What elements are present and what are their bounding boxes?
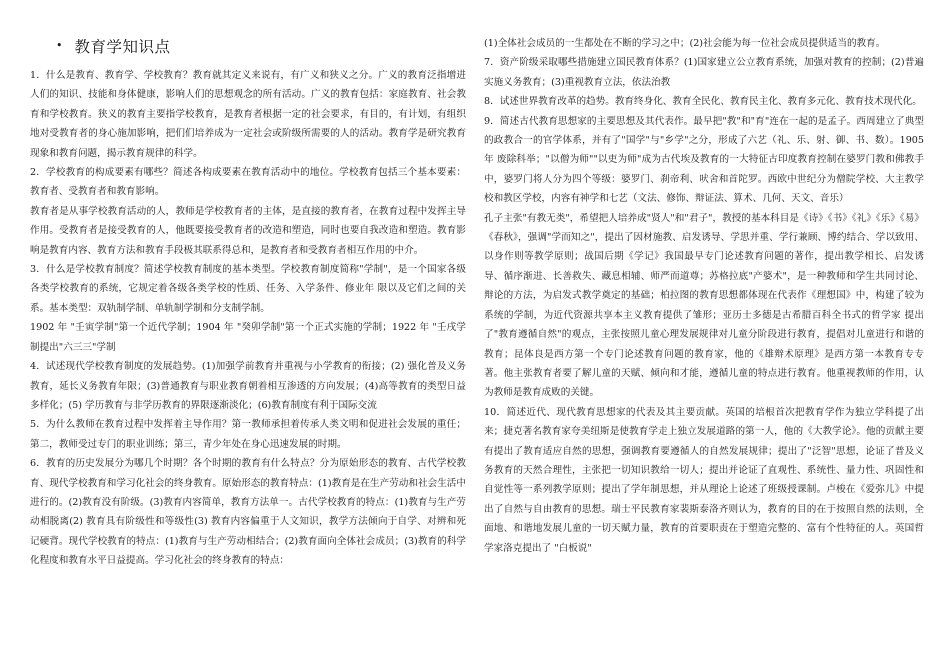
paragraph-q5: 5．为什么教师在教育过程中发挥着主导作用？第一教师承担着传承人类文明和促进社会发展的重任；第二，教师受过专门的职业训练；第三，青少年处在身心迅速发展的时期。 [30,419,466,450]
paragraph-q9-thinkers: 孔子主张"有教无类"，希望把人培养成"贤人"和"君子"，教授的基本科目是《诗》《书》《礼》《乐》《易》《春秋》，强调"学而知之"，提出了因材施教、启发诱导、学思并重、学行兼顾、博约结合、学以致用、以身作则等教学原则；战国后期《学记》我国最早专门论述教育问题的著作，提出教学相长、启发诱导、循序渐进、长善救失、藏息相辅、师严而道尊；苏格拉底"产婆术"，是一种教师和学生共同讨论、辩论的方法，为启发式教学奠定的基础；柏拉图的教育思想都体现在代表作《理想国》中，构建了较为系统的学制，为近代资源共享本主义教育提供了雏形；亚历士多德是古希腊百科全书式的哲学家 提出了"教育遵循自然"的观点，主张按照儿童心理发展规律对儿童分阶段进行教育，提倡对儿童进行和谐的教育；昆体良是西方第一个专门论述教育问题的教育家，他的《雄辩术原理》是西方第一本教育专专著。他主张教育者要了解儿童的天赋、倾向和才能，遵循儿童的特点进行教育。他重视教师的作用，认为教师是教育成败的关键。 [484,212,924,399]
paragraph-q10: 10．简述近代、现代教育思想家的代表及其主要贡献。英国的培根首次把教育学作为独立学科提了出来；捷克著名教育家夸美纽斯是使教育学走上独立发展道路的第一人，他的《大教学论》。他的贡献主要有提出了教育适应自然的思想，强调教育要遵循人的自然发展规律；提出了"泛智"思想，论证了普及义务教育的天然合理性，主张把一切知识教给一切人；提出并论证了直观性、系统性、量力性、巩固性和自觉性等一系列教学原则；提出了学年制思想，并从理论上论述了班级授课制。卢梭在《爱弥儿》中提出了自然与自由教育的思想。瑞士平民教育家裴斯泰洛齐则认为，教育的目的在于按照自然的法则，全面地、和谐地发展儿童的一切天赋力量，教育的首要职责在于塑造完整的、富有个性特征的人。英国哲学家洛克提出了 "白板说" [484,406,924,554]
paragraph-q2: 2．学校教育的构成要素有哪些？简述各构成要素在教育活动中的地位。学校教育包括三个基本要素：教育者、受教育者和教育影响。 [30,167,466,198]
paragraph-q6-continued: (1)全体社会成员的一生都处在不断的学习之中；(2)社会能为每一位社会成员提供适当的教育。 [484,38,886,49]
paragraph-q3-history: 1902 年 "壬寅学制"第一个近代学制；1904 年 "癸卯学制"第一个正式实施的学制；1922 年 "壬戌学制提出"六三三"学制 [30,322,466,353]
paragraph-q4: 4．试述现代学校教育制度的发展趋势。(1)加强学前教育并重视与小学教育的衔接；(2) 强化普及义务教育，延长义务教育年限；(3)普通教育与职业教育朝着相互渗透的方向发展；(4)高等教育的类型日益多样化；(5) 学历教育与非学历教育的界限逐渐淡化；(6)教育制度有利于国际交流 [30,361,466,411]
paragraph-q7: 7．资产阶级采取哪些措施建立国民教育体系？(1)国家建立公立教育系统，加强对教育的控制；(2)普遍实施义务教育；(3)重视教育立法，依法治教 [484,57,924,88]
bullet-icon: • [56,39,63,52]
paragraph-q6: 6．教育的历史发展分为哪几个时期？各个时期的教育有什么特点？分为原始形态的教育、古代学校教育、现代学校教育和学习化社会的终身教育。原始形态的教育特点：(1)教育是在生产劳动和社会生活中进行的。(2)教育没有阶级。(3)教育内容简单，教育方法单一。古代学校教育的特点：(1)教育与生产劳动相脱离(2) 教育具有阶级性和等级性(3) 教育内容偏重于人文知识，教学方法倾向于自学、对辨和死记硬背。现代学校教育的特点：(1)教育与生产劳动相结合；(2)教育面向全体社会成员；(3)教育的科学化程度和教育水平日益提高。学习化社会的终身教育的特点： [30,458,466,567]
paragraph-q2-detail: 教育者是从事学校教育活动的人，教师是学校教育者的主体，是直接的教育者，在教育过程中发挥主导作用。受教育者是接受教育的人，他既要接受教育者的改造和塑造，同时也要自我改造和塑造。教育影响是教育内容、教育方法和教育手段极其联系得总和，是教育者和受教育者相互作用的中介。 [30,205,466,256]
paragraph-q1: 1．什么是教育、教育学、学校教育？教育就其定义来说有，有广义和狭义之分。广义的教育泛指增进人们的知识、技能和身体健康，影响人们的思想观念的所有活动。广义的教育包括：家庭教育、社会教育和学校教育。狭义的教育主要指学校教育，是教育者根据一定的社会要求，有目的，有计划，有组织地对受教育者的身心施加影响，把们们培养成为一定社会或阶级所需要的人的活动。教育学是研究教育现象和教育问题，揭示教育规律的科学。 [30,70,466,159]
right-column [484,34,924,558]
paragraph-q3: 3．什么是学校教育制度？简述学校教育制度的基本类型。学校教育制度简称"学制"，是一个国家各级各类学校教育的系统，它规定着各级各类学校的性质、任务、入学条件、修业年 限以及它们之间的关系。基本类型：双轨制学制、单轨制学制和分支制学制。 [30,264,466,314]
paragraph-q8: 8．试述世界教育改革的趋势。教育终身化、教育全民化、教育民主化、教育多元化、教育技术现代化。 [484,96,922,108]
left-column [30,36,466,571]
page-title: 教育学知识点 [74,38,171,56]
paragraph-q9: 9．简述古代教育思想家的主要思想及其代表作。最早把"教"和"育"连在一起的是孟子。西周建立了典型的政教合一的官学体系，并有了"国学"与"乡学"之分，形成了六艺（礼、乐、射、御、书、数）。1905 年 废除科举；"以僧为师""以吏为师"成为古代埃及教育的一大特征古印度教育控制在婆罗门教和佛教手中，婆罗门将人分为四个等级：婆罗门、刹帝利、吠舍和首陀罗。西欧中世纪分为僧院学校、大主教学校和教区学校，内容有神学和七艺（文法、修饰、辩证法、算术、几何、天文、音乐） [484,115,924,205]
